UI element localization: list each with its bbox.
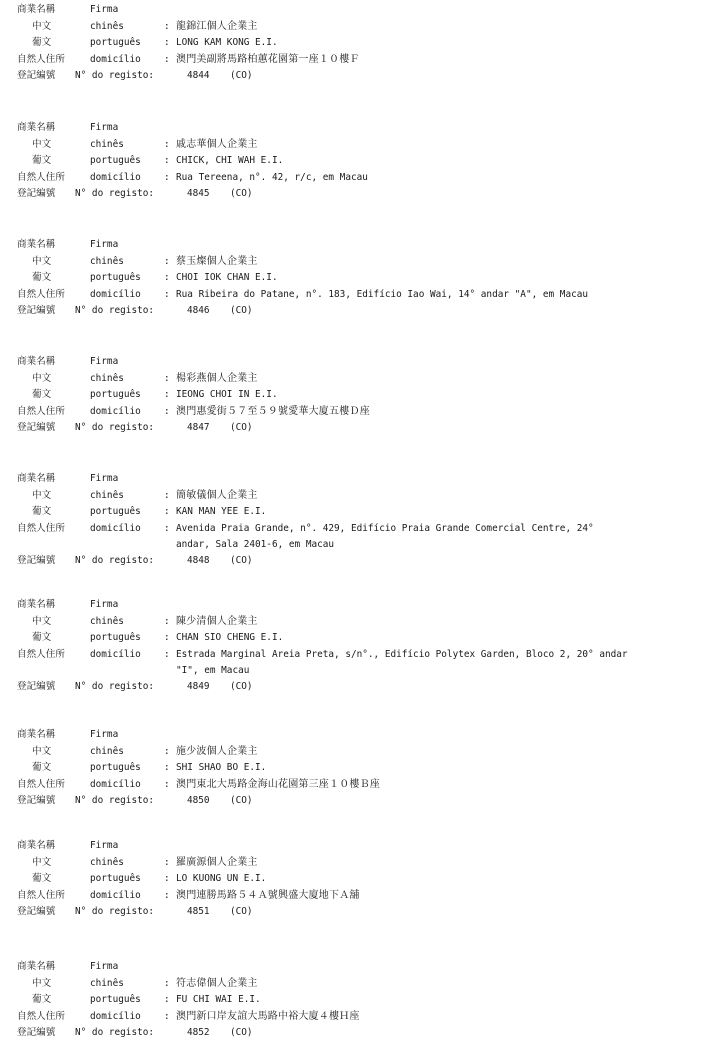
registration-label-pt: N° do registo: bbox=[75, 422, 155, 433]
domicile-value-continuation: andar, Sala 2401-6, em Macau bbox=[176, 539, 335, 550]
firm-heading-row bbox=[0, 959, 719, 976]
chinese-name-row bbox=[0, 744, 719, 761]
registration-label-pt: N° do registo: bbox=[75, 305, 155, 316]
domicile-row bbox=[0, 777, 719, 794]
chinese-label-zh: 中文 bbox=[32, 856, 52, 868]
chinese-name-row bbox=[0, 488, 719, 505]
chinese-label-pt: chinês bbox=[90, 255, 124, 267]
firm-label-pt: Firma bbox=[90, 4, 119, 15]
chinese-label-pt: chinês bbox=[90, 615, 124, 627]
firm-heading-row bbox=[0, 120, 719, 137]
portuguese-name-row bbox=[0, 270, 719, 287]
registry-entry bbox=[0, 838, 719, 921]
name-chinese-value: 蔡玉燦個人企業主 bbox=[176, 255, 258, 267]
registration-row bbox=[0, 904, 719, 921]
registry-entry bbox=[0, 354, 719, 437]
portuguese-label-pt: português bbox=[90, 155, 141, 166]
domicile-label-zh: 自然人住所 bbox=[17, 648, 65, 660]
name-portuguese-value: LO KUONG UN E.I. bbox=[176, 873, 267, 884]
chinese-label-pt: chinês bbox=[90, 856, 124, 868]
portuguese-label-pt: português bbox=[90, 762, 141, 773]
domicile-label-zh: 自然人住所 bbox=[17, 405, 65, 417]
registration-label-zh: 登記編號 bbox=[17, 555, 56, 566]
firm-label-pt: Firma bbox=[90, 599, 119, 610]
separator-colon: : bbox=[164, 615, 170, 627]
separator-colon: : bbox=[164, 53, 170, 65]
chinese-name-row bbox=[0, 254, 719, 271]
registration-label-pt: N° do registo: bbox=[75, 188, 155, 199]
separator-colon: : bbox=[164, 873, 170, 884]
domicile-label-pt: domicílio bbox=[90, 53, 141, 65]
chinese-label-zh: 中文 bbox=[32, 489, 52, 501]
separator-colon: : bbox=[164, 648, 170, 660]
registration-code: (CO) bbox=[230, 422, 253, 433]
chinese-label-zh: 中文 bbox=[32, 20, 52, 32]
registration-code: (CO) bbox=[230, 1027, 253, 1038]
separator-colon: : bbox=[164, 288, 170, 300]
portuguese-name-row bbox=[0, 630, 719, 647]
registration-code: (CO) bbox=[230, 305, 253, 316]
registration-row bbox=[0, 420, 719, 437]
domicile-value: 澳門惠愛街５７至５９號愛華大廈五樓Ｄ座 bbox=[176, 405, 370, 417]
firm-label-zh: 商業名稱 bbox=[17, 356, 56, 367]
domicile-value: 澳門新口岸友誼大馬路中裕大廈４樓Ｈ座 bbox=[176, 1010, 360, 1022]
registry-entry bbox=[0, 2, 719, 85]
registry-entry bbox=[0, 959, 719, 1042]
portuguese-label-zh: 葡文 bbox=[32, 272, 52, 283]
registration-code: (CO) bbox=[230, 555, 253, 566]
domicile-value: Estrada Marginal Areia Preta, s/n°., Edifício Polytex Garden, Bloco 2, 20° andar bbox=[176, 648, 628, 660]
portuguese-label-zh: 葡文 bbox=[32, 873, 52, 884]
firm-heading-row bbox=[0, 727, 719, 744]
name-chinese-value: 龍錦江個人企業主 bbox=[176, 20, 258, 32]
domicile-label-zh: 自然人住所 bbox=[17, 778, 65, 790]
registration-row bbox=[0, 303, 719, 320]
firm-label-zh: 商業名稱 bbox=[17, 729, 56, 740]
registration-label-zh: 登記編號 bbox=[17, 1027, 56, 1038]
domicile-label-zh: 自然人住所 bbox=[17, 889, 65, 901]
firm-heading-row bbox=[0, 2, 719, 19]
firm-heading-row bbox=[0, 354, 719, 371]
domicile-continuation-row bbox=[0, 663, 719, 679]
separator-colon: : bbox=[164, 977, 170, 989]
portuguese-label-zh: 葡文 bbox=[32, 37, 52, 48]
chinese-name-row bbox=[0, 137, 719, 154]
registration-row bbox=[0, 793, 719, 810]
chinese-name-row bbox=[0, 855, 719, 872]
separator-colon: : bbox=[164, 522, 170, 534]
domicile-value: 澳門東北大馬路金海山花園第三座１０樓Ｂ座 bbox=[176, 778, 380, 790]
firm-label-pt: Firma bbox=[90, 729, 119, 740]
registration-label-zh: 登記編號 bbox=[17, 906, 56, 917]
separator-colon: : bbox=[164, 37, 170, 48]
separator-colon: : bbox=[164, 856, 170, 868]
domicile-label-pt: domicílio bbox=[90, 405, 141, 417]
separator-colon: : bbox=[164, 389, 170, 400]
registration-row bbox=[0, 1025, 719, 1042]
name-portuguese-value: LONG KAM KONG E.I. bbox=[176, 37, 278, 48]
name-portuguese-value: SHI SHAO BO E.I. bbox=[176, 762, 267, 773]
firm-label-zh: 商業名稱 bbox=[17, 840, 56, 851]
registration-number: 4845 bbox=[187, 188, 210, 199]
name-chinese-value: 楊彩燕個人企業主 bbox=[176, 372, 258, 384]
separator-colon: : bbox=[164, 155, 170, 166]
chinese-label-zh: 中文 bbox=[32, 372, 52, 384]
domicile-label-zh: 自然人住所 bbox=[17, 1010, 65, 1022]
registry-entry bbox=[0, 471, 719, 570]
registry-entry bbox=[0, 237, 719, 320]
name-chinese-value: 陳少清個人企業主 bbox=[176, 615, 258, 627]
portuguese-name-row bbox=[0, 387, 719, 404]
registration-row bbox=[0, 186, 719, 203]
firm-label-pt: Firma bbox=[90, 122, 119, 133]
portuguese-name-row bbox=[0, 760, 719, 777]
registration-label-pt: N° do registo: bbox=[75, 795, 155, 806]
chinese-name-row bbox=[0, 19, 719, 36]
separator-colon: : bbox=[164, 889, 170, 901]
registration-code: (CO) bbox=[230, 906, 253, 917]
domicile-label-zh: 自然人住所 bbox=[17, 53, 65, 65]
portuguese-label-zh: 葡文 bbox=[32, 506, 52, 517]
chinese-label-zh: 中文 bbox=[32, 255, 52, 267]
registration-number: 4850 bbox=[187, 795, 210, 806]
domicile-row bbox=[0, 521, 719, 538]
registration-number: 4847 bbox=[187, 422, 210, 433]
registration-label-pt: N° do registo: bbox=[75, 1027, 155, 1038]
portuguese-label-zh: 葡文 bbox=[32, 632, 52, 643]
firm-heading-row bbox=[0, 237, 719, 254]
portuguese-label-zh: 葡文 bbox=[32, 155, 52, 166]
registration-code: (CO) bbox=[230, 70, 253, 81]
separator-colon: : bbox=[164, 20, 170, 32]
separator-colon: : bbox=[164, 255, 170, 267]
portuguese-label-pt: português bbox=[90, 632, 141, 643]
firm-label-zh: 商業名稱 bbox=[17, 961, 56, 972]
registration-row bbox=[0, 679, 719, 696]
domicile-label-pt: domicílio bbox=[90, 778, 141, 790]
domicile-label-zh: 自然人住所 bbox=[17, 522, 65, 534]
chinese-label-pt: chinês bbox=[90, 745, 124, 757]
registration-number: 4844 bbox=[187, 70, 210, 81]
registration-label-zh: 登記編號 bbox=[17, 422, 56, 433]
name-portuguese-value: CHAN SIO CHENG E.I. bbox=[176, 632, 284, 643]
separator-colon: : bbox=[164, 762, 170, 773]
portuguese-label-pt: português bbox=[90, 873, 141, 884]
name-chinese-value: 符志偉個人企業主 bbox=[176, 977, 258, 989]
firm-label-pt: Firma bbox=[90, 840, 119, 851]
chinese-label-zh: 中文 bbox=[32, 138, 52, 150]
registration-label-zh: 登記編號 bbox=[17, 305, 56, 316]
name-chinese-value: 施少波個人企業主 bbox=[176, 745, 258, 757]
firm-heading-row bbox=[0, 838, 719, 855]
chinese-label-zh: 中文 bbox=[32, 615, 52, 627]
portuguese-label-zh: 葡文 bbox=[32, 994, 52, 1005]
name-portuguese-value: CHOI IOK CHAN E.I. bbox=[176, 272, 278, 283]
domicile-value: 澳門連勝馬路５４Ａ號興盛大廈地下Ａ舖 bbox=[176, 889, 360, 901]
domicile-value: Rua Tereena, n°. 42, r/c, em Macau bbox=[176, 171, 368, 183]
domicile-label-pt: domicílio bbox=[90, 288, 141, 300]
registration-label-zh: 登記編號 bbox=[17, 188, 56, 199]
domicile-label-pt: domicílio bbox=[90, 171, 141, 183]
domicile-value-continuation: "I", em Macau bbox=[176, 665, 250, 676]
registration-number: 4852 bbox=[187, 1027, 210, 1038]
separator-colon: : bbox=[164, 745, 170, 757]
domicile-row bbox=[0, 404, 719, 421]
portuguese-label-pt: português bbox=[90, 506, 141, 517]
registration-label-zh: 登記編號 bbox=[17, 70, 56, 81]
firm-label-pt: Firma bbox=[90, 239, 119, 250]
registration-label-pt: N° do registo: bbox=[75, 681, 155, 692]
registry-entry bbox=[0, 727, 719, 810]
domicile-label-pt: domicílio bbox=[90, 648, 141, 660]
name-chinese-value: 羅廣源個人企業主 bbox=[176, 856, 258, 868]
separator-colon: : bbox=[164, 372, 170, 384]
portuguese-label-pt: português bbox=[90, 389, 141, 400]
registration-number: 4846 bbox=[187, 305, 210, 316]
registration-row bbox=[0, 68, 719, 85]
separator-colon: : bbox=[164, 138, 170, 150]
domicile-value: Rua Ribeira do Patane, n°. 183, Edifício Iao Wai, 14° andar "A", em Macau bbox=[176, 288, 589, 300]
domicile-value: 澳門美副將馬路柏蕙花園第一座１０樓Ｆ bbox=[176, 53, 360, 65]
portuguese-name-row bbox=[0, 35, 719, 52]
firm-heading-row bbox=[0, 471, 719, 488]
separator-colon: : bbox=[164, 778, 170, 790]
registration-label-zh: 登記編號 bbox=[17, 681, 56, 692]
registration-code: (CO) bbox=[230, 681, 253, 692]
portuguese-label-zh: 葡文 bbox=[32, 389, 52, 400]
domicile-label-pt: domicílio bbox=[90, 1010, 141, 1022]
registration-label-zh: 登記編號 bbox=[17, 795, 56, 806]
name-portuguese-value: KAN MAN YEE E.I. bbox=[176, 506, 267, 517]
domicile-label-pt: domicílio bbox=[90, 889, 141, 901]
separator-colon: : bbox=[164, 506, 170, 517]
firm-label-zh: 商業名稱 bbox=[17, 473, 56, 484]
separator-colon: : bbox=[164, 632, 170, 643]
chinese-label-pt: chinês bbox=[90, 138, 124, 150]
domicile-continuation-row bbox=[0, 537, 719, 553]
chinese-label-pt: chinês bbox=[90, 977, 124, 989]
domicile-row bbox=[0, 52, 719, 69]
portuguese-label-zh: 葡文 bbox=[32, 762, 52, 773]
name-chinese-value: 戚志華個人企業主 bbox=[176, 138, 258, 150]
chinese-label-zh: 中文 bbox=[32, 977, 52, 989]
domicile-label-zh: 自然人住所 bbox=[17, 288, 65, 300]
firm-label-pt: Firma bbox=[90, 356, 119, 367]
name-portuguese-value: IEONG CHOI IN E.I. bbox=[176, 389, 278, 400]
portuguese-name-row bbox=[0, 871, 719, 888]
separator-colon: : bbox=[164, 994, 170, 1005]
portuguese-name-row bbox=[0, 504, 719, 521]
domicile-row bbox=[0, 287, 719, 304]
portuguese-label-pt: português bbox=[90, 994, 141, 1005]
registration-code: (CO) bbox=[230, 188, 253, 199]
portuguese-label-pt: português bbox=[90, 272, 141, 283]
separator-colon: : bbox=[164, 405, 170, 417]
chinese-name-row bbox=[0, 614, 719, 631]
name-portuguese-value: FU CHI WAI E.I. bbox=[176, 994, 261, 1005]
domicile-row bbox=[0, 170, 719, 187]
chinese-name-row bbox=[0, 976, 719, 993]
registration-number: 4849 bbox=[187, 681, 210, 692]
name-chinese-value: 簡敏儀個人企業主 bbox=[176, 489, 258, 501]
name-portuguese-value: CHICK, CHI WAH E.I. bbox=[176, 155, 284, 166]
registration-label-pt: N° do registo: bbox=[75, 555, 155, 566]
domicile-row bbox=[0, 647, 719, 664]
chinese-label-zh: 中文 bbox=[32, 745, 52, 757]
registration-code: (CO) bbox=[230, 795, 253, 806]
firm-label-pt: Firma bbox=[90, 961, 119, 972]
domicile-value: Avenida Praia Grande, n°. 429, Edifício Praia Grande Comercial Centre, 24° bbox=[176, 522, 594, 534]
domicile-row bbox=[0, 1009, 719, 1026]
chinese-name-row bbox=[0, 371, 719, 388]
domicile-label-zh: 自然人住所 bbox=[17, 171, 65, 183]
firm-heading-row bbox=[0, 597, 719, 614]
domicile-row bbox=[0, 888, 719, 905]
chinese-label-pt: chinês bbox=[90, 372, 124, 384]
firm-label-zh: 商業名稱 bbox=[17, 122, 56, 133]
chinese-label-pt: chinês bbox=[90, 20, 124, 32]
firm-label-pt: Firma bbox=[90, 473, 119, 484]
portuguese-label-pt: português bbox=[90, 37, 141, 48]
separator-colon: : bbox=[164, 489, 170, 501]
separator-colon: : bbox=[164, 272, 170, 283]
registration-number: 4851 bbox=[187, 906, 210, 917]
separator-colon: : bbox=[164, 171, 170, 183]
portuguese-name-row bbox=[0, 153, 719, 170]
registry-entry bbox=[0, 120, 719, 203]
registry-entry bbox=[0, 597, 719, 696]
registration-number: 4848 bbox=[187, 555, 210, 566]
firm-label-zh: 商業名稱 bbox=[17, 239, 56, 250]
registration-row bbox=[0, 553, 719, 570]
domicile-label-pt: domicílio bbox=[90, 522, 141, 534]
firm-label-zh: 商業名稱 bbox=[17, 599, 56, 610]
portuguese-name-row bbox=[0, 992, 719, 1009]
separator-colon: : bbox=[164, 1010, 170, 1022]
firm-label-zh: 商業名稱 bbox=[17, 4, 56, 15]
registration-label-pt: N° do registo: bbox=[75, 70, 155, 81]
registration-label-pt: N° do registo: bbox=[75, 906, 155, 917]
chinese-label-pt: chinês bbox=[90, 489, 124, 501]
